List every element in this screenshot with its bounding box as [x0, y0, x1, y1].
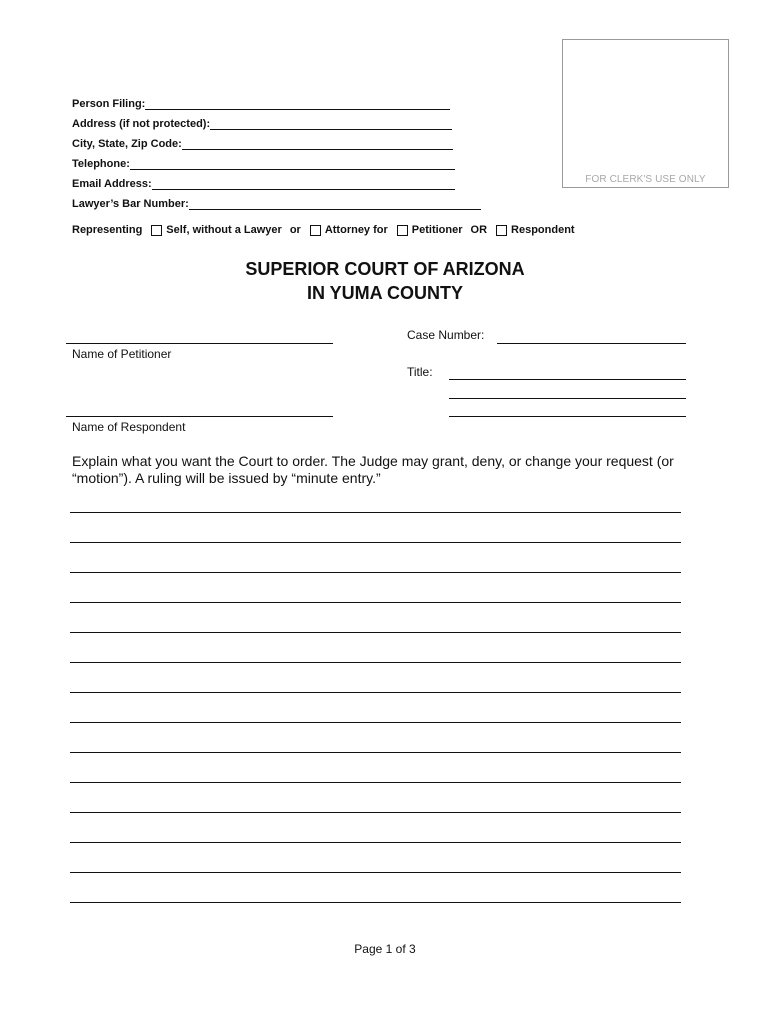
self-checkbox[interactable] [151, 225, 162, 236]
telephone-label: Telephone: [72, 158, 130, 170]
title-label: Title: [407, 365, 433, 379]
respondent-option-label: Respondent [511, 224, 575, 236]
petitioner-label: Name of Petitioner [72, 347, 172, 361]
clerk-use-label: FOR CLERK'S USE ONLY [585, 174, 706, 185]
writing-line[interactable] [70, 692, 681, 693]
email-field [72, 174, 455, 190]
court-title-line1: SUPERIOR COURT OF ARIZONA [245, 259, 525, 279]
writing-line[interactable] [70, 812, 681, 813]
writing-line[interactable] [70, 572, 681, 573]
person-filing-input[interactable] [145, 96, 450, 110]
title-line-3[interactable] [449, 416, 686, 417]
petitioner-name-line[interactable] [66, 343, 333, 344]
city-state-zip-field [72, 134, 453, 150]
attorney-option-label: Attorney for [324, 224, 388, 236]
bar-number-input[interactable] [189, 196, 481, 210]
clerk-use-box [562, 39, 729, 188]
title-line-2[interactable] [449, 398, 686, 399]
attorney-checkbox[interactable] [310, 225, 321, 236]
title-line-1[interactable] [449, 379, 686, 380]
writing-line[interactable] [70, 662, 681, 663]
writing-line[interactable] [70, 722, 681, 723]
address-field [72, 114, 452, 130]
self-option-label: Self, without a Lawyer [166, 224, 282, 236]
respondent-name-line[interactable] [66, 416, 333, 417]
representing-label: Representing [72, 224, 143, 236]
case-number-line[interactable] [497, 343, 686, 344]
court-title-line2: IN YUMA COUNTY [306, 283, 463, 303]
page-number: Page 1 of 3 [354, 942, 416, 956]
representing-row [72, 222, 575, 238]
writing-line[interactable] [70, 872, 681, 873]
or-lower-text: or [289, 224, 301, 236]
email-label: Email Address: [72, 178, 152, 190]
city-state-zip-label: City, State, Zip Code: [72, 138, 182, 150]
writing-line[interactable] [70, 782, 681, 783]
writing-line[interactable] [70, 542, 681, 543]
writing-line[interactable] [70, 632, 681, 633]
writing-line[interactable] [70, 842, 681, 843]
address-input[interactable] [210, 116, 452, 130]
bar-number-field [72, 194, 481, 210]
telephone-field [72, 154, 455, 170]
address-label: Address (if not protected): [72, 118, 211, 130]
court-title [0, 257, 770, 305]
respondent-checkbox[interactable] [496, 225, 507, 236]
instructions-text: Explain what you want the Court to order. The Judge may grant, deny, or change your request (or “motion”). A ruling will be issued by “minute entry.” [72, 453, 674, 486]
bar-number-label: Lawyer’s Bar Number: [72, 198, 189, 210]
or-upper-text: OR [470, 224, 488, 236]
petitioner-checkbox[interactable] [397, 225, 408, 236]
respondent-label: Name of Respondent [72, 420, 186, 434]
city-state-zip-input[interactable] [182, 136, 453, 150]
writing-line[interactable] [70, 902, 681, 903]
writing-line[interactable] [70, 512, 681, 513]
case-number-label: Case Number: [407, 328, 485, 342]
petitioner-option-label: Petitioner [411, 224, 463, 236]
writing-line[interactable] [70, 752, 681, 753]
person-filing-label: Person Filing: [72, 98, 146, 110]
email-input[interactable] [152, 176, 455, 190]
writing-line[interactable] [70, 602, 681, 603]
telephone-input[interactable] [130, 156, 455, 170]
person-filing-field [72, 94, 450, 110]
